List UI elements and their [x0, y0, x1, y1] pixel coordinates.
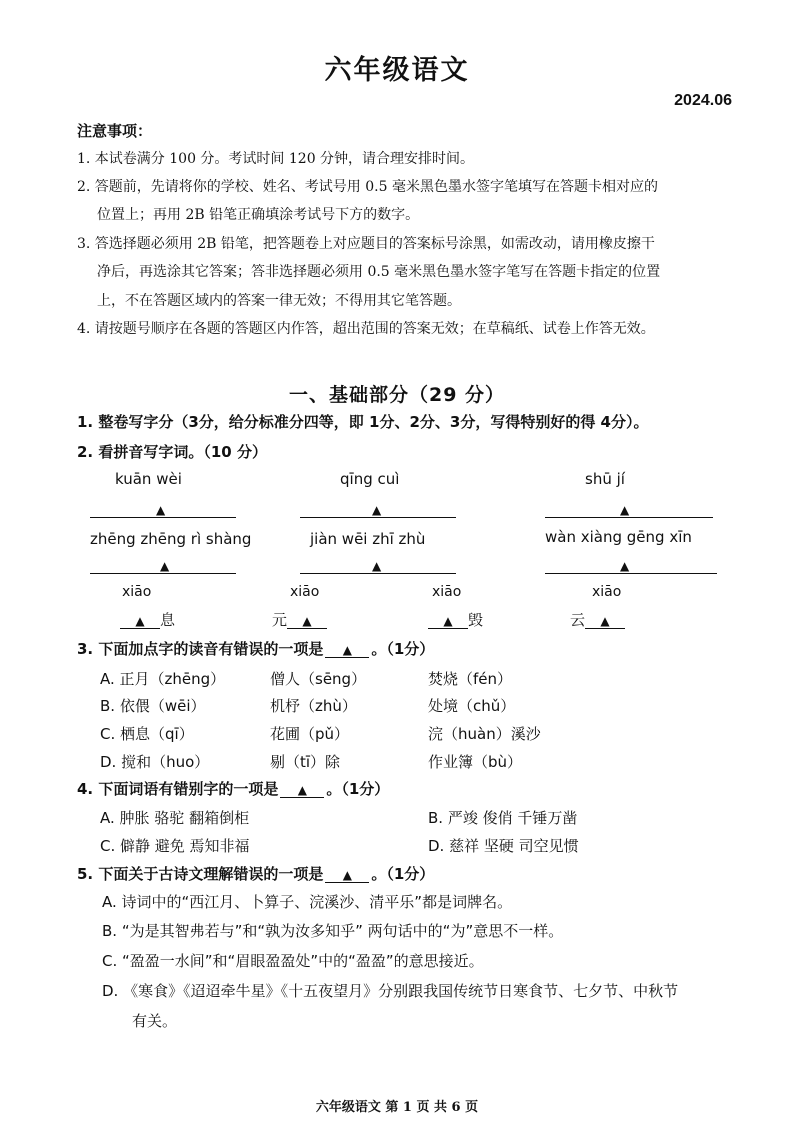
pinyin-label: wàn xiàng gēng xīn [545, 528, 692, 546]
pinyin-label: shū jí [585, 470, 625, 488]
question-1: 1. 整卷写字分（3分，给分标准分四等，即 1分、2分、3分，写得特别好的得 4分）。 [77, 413, 649, 431]
answer-blank[interactable]: ▲ [120, 614, 160, 629]
pinyin-label: qīng cuì [340, 470, 400, 488]
option-d-3: 作业簿（bù） [428, 753, 523, 771]
option-b-1: B. 依偎（wēi） [100, 697, 206, 715]
option-b: B. “为是其智弗若与”和“孰为汝多知乎” 两句话中的“为”意思不一样。 [102, 922, 564, 940]
notice-line: 上，不在答题区域内的答案一律无效；不得用其它笔答题。 [97, 293, 461, 309]
notice-line: 1. 本试卷满分 100 分。考试时间 120 分钟，请合理安排时间。 [77, 151, 475, 167]
option-c-1: C. 栖息（qī） [100, 725, 194, 743]
answer-line[interactable] [90, 573, 236, 574]
exam-date: 2024.06 [674, 92, 732, 109]
pinyin-label: xiāo [122, 584, 152, 600]
word-char: 毁 [468, 611, 484, 629]
option-a: A. 诗词中的“西江月、卜算子、浣溪沙、清平乐”都是词牌名。 [102, 893, 513, 911]
answer-blank[interactable]: ▲ [280, 783, 324, 798]
pinyin-label: zhēng zhēng rì shàng [90, 530, 252, 548]
answer-blank[interactable]: ▲ [585, 614, 625, 629]
word-blank-4 [570, 609, 625, 630]
question-4 [77, 778, 389, 799]
notice-line: 4. 请按题号顺序在各题的答题区内作答，超出范围的答案无效；在草稿纸、试卷上作答无效。 [77, 321, 655, 337]
question-text: 5. 下面关于古诗文理解错误的一项是 [77, 865, 324, 883]
answer-blank[interactable]: ▲ [428, 614, 468, 629]
option-d-cont: 有关。 [132, 1012, 178, 1030]
answer-line[interactable] [545, 517, 713, 518]
word-blank-3 [428, 609, 483, 630]
word-char: 息 [160, 611, 176, 629]
word-char: 云 [570, 611, 586, 629]
option-a-1: A. 正月（zhēng） [100, 670, 226, 688]
option-c: C. “盈盈一水间”和“眉眼盈盈处”中的“盈盈”的意思接近。 [102, 952, 484, 970]
pinyin-label: xiāo [432, 584, 462, 600]
answer-blank[interactable]: ▲ [287, 614, 327, 629]
answer-line[interactable] [300, 573, 456, 574]
pinyin-label: jiàn wēi zhī zhù [310, 530, 426, 548]
notice-heading: 注意事项： [77, 122, 153, 140]
word-blank-1 [120, 609, 175, 630]
option-d-2: 剔（tī）除 [270, 753, 341, 771]
option-c-3: 浣（huàn）溪沙 [428, 725, 541, 743]
question-3 [77, 638, 434, 659]
answer-line[interactable] [545, 573, 717, 574]
notice-line: 2. 答题前，先请将你的学校、姓名、考试号用 0.5 毫米黑色墨水签字笔填写在答题卡相对应的 [77, 179, 658, 195]
question-2: 2. 看拼音写字词。（10 分） [77, 443, 267, 461]
option-d: D. 慈祥 坚硬 司空见惯 [428, 837, 579, 855]
answer-line[interactable] [300, 517, 456, 518]
word-char: 元 [272, 611, 288, 629]
option-a-3: 焚烧（fén） [428, 670, 513, 688]
pinyin-label: xiāo [592, 584, 622, 600]
word-blank-2 [272, 609, 327, 630]
option-d-1: D. 搅和（huo） [100, 753, 210, 771]
option-c-2: 花圃（pǔ） [270, 725, 350, 743]
option-c: C. 僻静 避免 焉知非福 [100, 837, 250, 855]
answer-blank[interactable]: ▲ [325, 868, 369, 883]
option-d: D. 《寒食》《迢迢牵牛星》《十五夜望月》分别跟我国传统节日寒食节、七夕节、中秋节 [102, 982, 679, 1000]
option-b-3: 处境（chǔ） [428, 697, 516, 715]
notice-line: 位置上；再用 2B 铅笔正确填涂考试号下方的数字。 [97, 207, 420, 223]
pinyin-label: xiāo [290, 584, 320, 600]
answer-marker: ▲ [160, 559, 170, 573]
option-a-2: 僧人（sēng） [270, 670, 367, 688]
option-b-2: 机杼（zhù） [270, 697, 357, 715]
notice-line: 3. 答选择题必须用 2B 铅笔，把答题卷上对应题目的答案标号涂黑，如需改动，请用橡皮擦干 [77, 236, 655, 252]
answer-marker: ▲ [620, 559, 630, 573]
answer-marker: ▲ [372, 503, 382, 517]
answer-marker: ▲ [620, 503, 630, 517]
page-footer: 六年级语文 第 1 页 共 6 页 [315, 1100, 479, 1115]
answer-line[interactable] [90, 517, 236, 518]
question-score: 。（1分） [326, 780, 390, 798]
option-b: B. 严竣 俊俏 千锤万凿 [428, 809, 578, 827]
pinyin-label: kuān wèi [115, 470, 182, 488]
option-a: A. 肿胀 骆驼 翻箱倒柜 [100, 809, 250, 827]
question-score: 。（1分） [371, 640, 435, 658]
question-text: 3. 下面加点字的读音有错误的一项是 [77, 640, 324, 658]
page-title: 六年级语文 [324, 55, 470, 86]
answer-blank[interactable]: ▲ [325, 643, 369, 658]
notice-line: 净后，再选涂其它答案；答非选择题必须用 0.5 毫米黑色墨水签字笔写在答题卡指定的位置 [97, 264, 661, 280]
section-title: 一、基础部分（29 分） [288, 384, 506, 406]
answer-marker: ▲ [156, 503, 166, 517]
question-5 [77, 863, 434, 884]
question-text: 4. 下面词语有错别字的一项是 [77, 780, 279, 798]
question-score: 。（1分） [371, 865, 435, 883]
answer-marker: ▲ [372, 559, 382, 573]
